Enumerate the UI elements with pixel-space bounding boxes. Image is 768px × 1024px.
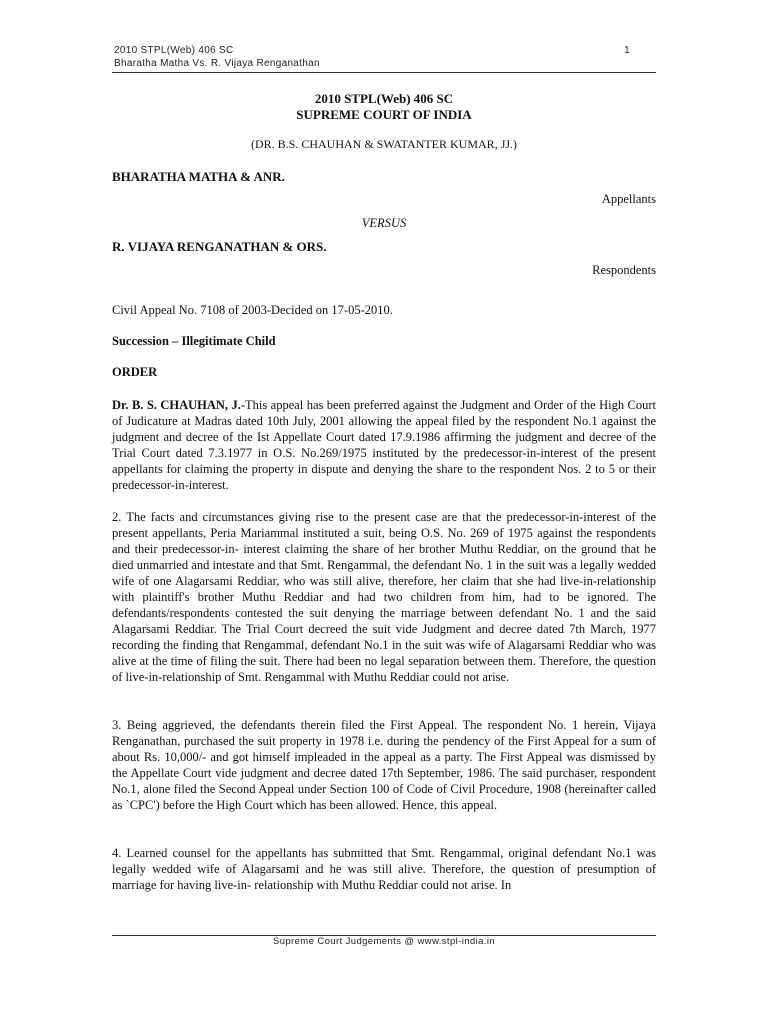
page-footer: Supreme Court Judgements @ www.stpl-india.in	[272, 936, 496, 947]
header-citation: 2010 STPL(Web) 406 SC	[114, 45, 234, 56]
paragraph-1-text: This appeal has been preferred against the Judgment and Order of the High Court of Judicature at Madras dated 10th July, 2001 allowing the appeal filed by the respondent No.1 against the judgment and decree of the Ist Appellate Court dated 17.9.1986 affirming the judgment and decree of the Trial Court dated 7.3.1977 in O.S. No.269/1975 instituted by the predecessor-in-interest of the present appellants for claiming the property in dispute and denying the share to the respondent Nos. 2 to 5 or their predecessor-in-interest.	[112, 398, 656, 492]
judges-line: (DR. B.S. CHAUHAN & SWATANTER KUMAR, JJ.)	[250, 137, 518, 151]
order-heading: ORDER	[112, 365, 158, 379]
respondent-role: Respondents	[592, 263, 656, 277]
page-header	[114, 44, 630, 70]
paragraph-2: 2. The facts and circumstances giving rise to the present case are that the predecessor-in-interest of the present appellants, Peria Mariammal instituted a suit, being O.S. No. 269 of 1975 against the respondents and their predecessor-in- interest claiming the share of her brother Muthu Reddiar, on the ground that he died unmarried and intestate and that Smt. Rengammal, the defendant No. 1 in the suit was a legally wedded wife of one Alagarsami Reddiar, who was still alive, therefore, her claim that she had live-in-relationship with plaintiff's brother Muthu Reddiar and had two children from him, had to be ignored. The defendants/respondents contested the suit denying the marriage between defendant No. 1 and the said Alagarsami Reddiar. The Trial Court decreed the suit vide Judgment and decree dated 7th March, 1977 recording the finding that Rengammal, defendant No.1 in the suit was wife of Alagarsami Reddiar who was alive at the time of filing the suit. There had been no legal separation between them. Therefore, the question of live-in-relationship of Smt. Rengammal with Muthu Reddiar could not arise.	[112, 510, 656, 684]
versus-label: VERSUS	[361, 216, 407, 230]
page-number: 1	[624, 45, 630, 56]
document-citation: 2010 STPL(Web) 406 SC	[314, 91, 454, 106]
header-divider	[112, 72, 656, 73]
appellant-role: Appellants	[601, 192, 656, 206]
court-name: SUPREME COURT OF INDIA	[296, 107, 472, 122]
paragraph-3: 3. Being aggrieved, the defendants therein filed the First Appeal. The respondent No. 1 herein, Vijaya Renganathan, purchased the suit property in 1978 i.e. during the pendency of the First Appeal for a sum of about Rs. 10,000/- and got himself impleaded in the appeal as a party. The First Appeal was dismissed by the Appellate Court vide judgment and decree dated 17th September, 1986. The said purchaser, respondent No.1, alone filed the Second Appeal under Section 100 of Code of Civil Procedure, 1908 (hereinafter called as `CPC') before the High Court which has been allowed. Hence, this appeal.	[112, 718, 656, 812]
appellant-name: BHARATHA MATHA & ANR.	[112, 169, 285, 184]
case-info: Civil Appeal No. 7108 of 2003-Decided on 17-05-2010.	[112, 303, 393, 317]
subject-heading: Succession – Illegitimate Child	[112, 334, 276, 348]
paragraph-1	[112, 397, 656, 493]
respondent-name: R. VIJAYA RENGANATHAN & ORS.	[112, 239, 327, 254]
header-case-name: Bharatha Matha Vs. R. Vijaya Renganathan	[114, 58, 320, 69]
judge-lead: Dr. B. S. CHAUHAN, J.-	[112, 398, 246, 412]
paragraph-4: 4. Learned counsel for the appellants has submitted that Smt. Rengammal, original defendant No.1 was legally wedded wife of Alagarsami and he was still alive. Therefore, the question of presumption of marriage for having live-in- relationship with Muthu Reddiar could not arise. In	[112, 846, 656, 892]
